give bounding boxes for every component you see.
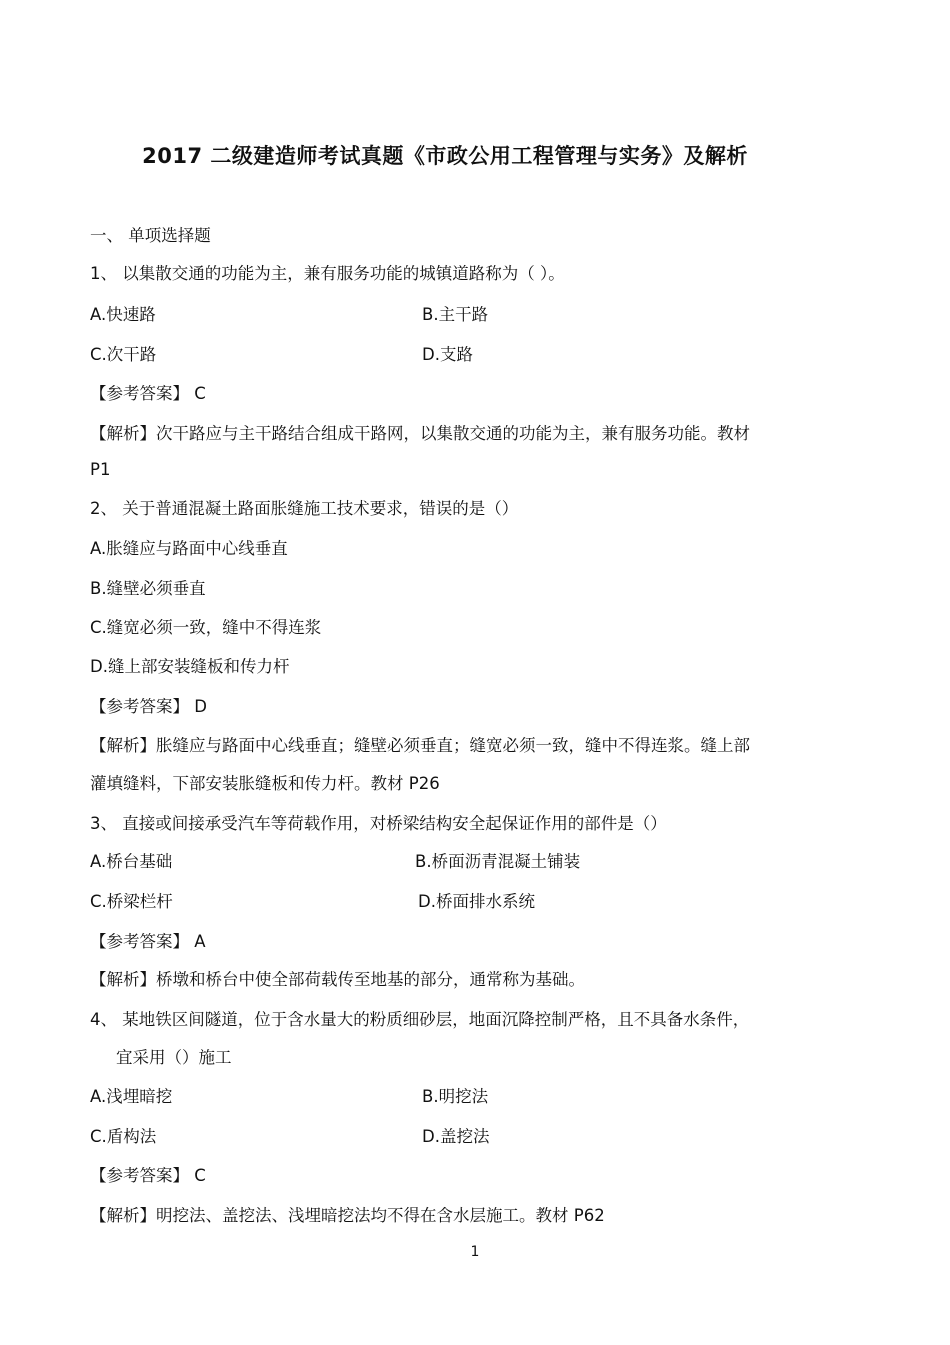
question-1-option-d: D.支路 <box>422 345 473 364</box>
question-2-option-b: B.缝壁必须垂直 <box>90 579 206 598</box>
question-2-option-c: C.缝宽必须一致，缝中不得连浆 <box>90 618 322 637</box>
question-1-answer: 【参考答案】 C <box>90 384 206 403</box>
question-3-option-c: C.桥梁栏杆 <box>90 892 173 911</box>
question-4-option-a: A.浅埋暗挖 <box>90 1087 173 1106</box>
question-1-stem: 1、 以集散交通的功能为主，兼有服务功能的城镇道路称为（ ）。 <box>90 264 565 283</box>
question-3-stem: 3、 直接或间接承受汽车等荷载作用，对桥梁结构安全起保证作用的部件是（） <box>90 814 667 833</box>
question-4-stem-cont: 宜采用（）施工 <box>116 1048 232 1067</box>
question-2-answer: 【参考答案】 D <box>90 697 207 716</box>
question-2-analysis: 【解析】胀缝应与路面中心线垂直；缝壁必须垂直；缝宽必须一致，缝中不得连浆。缝上部 <box>90 736 750 755</box>
question-2-stem: 2、 关于普通混凝土路面胀缝施工技术要求，错误的是（） <box>90 499 519 518</box>
question-3-option-d: D.桥面排水系统 <box>418 892 535 911</box>
page-number: 1 <box>470 1244 480 1260</box>
question-4-analysis: 【解析】明挖法、盖挖法、浅埋暗挖法均不得在含水层施工。教材 P62 <box>90 1206 605 1225</box>
question-4-option-b: B.明挖法 <box>422 1087 489 1106</box>
question-3-analysis: 【解析】桥墩和桥台中使全部荷载传至地基的部分，通常称为基础。 <box>90 970 585 989</box>
page-title: 2017 二级建造师考试真题《市政公用工程管理与实务》及解析 <box>142 144 748 168</box>
question-4-option-c: C.盾构法 <box>90 1127 157 1146</box>
question-1-analysis: 【解析】次干路应与主干路结合组成干路网，以集散交通的功能为主，兼有服务功能。教材 <box>90 424 750 443</box>
question-4-option-d: D.盖挖法 <box>422 1127 490 1146</box>
question-1-option-a: A.快速路 <box>90 305 156 324</box>
question-4-answer: 【参考答案】 C <box>90 1166 206 1185</box>
question-2-analysis-cont: 灌填缝料，下部安装胀缝板和传力杆。教材 P26 <box>90 774 440 793</box>
question-1-analysis-cont: P1 <box>90 460 111 479</box>
section-heading: 一、 单项选择题 <box>90 226 211 245</box>
question-1-option-b: B.主干路 <box>422 305 489 324</box>
question-4-stem: 4、 某地铁区间隧道，位于含水量大的粉质细砂层，地面沉降控制严格，且不具备水条件， <box>90 1010 750 1029</box>
question-3-answer: 【参考答案】 A <box>90 932 206 951</box>
question-2-option-a: A.胀缝应与路面中心线垂直 <box>90 539 288 558</box>
question-2-option-d: D.缝上部安装缝板和传力杆 <box>90 657 290 676</box>
question-1-option-c: C.次干路 <box>90 345 157 364</box>
question-3-option-b: B.桥面沥青混凝土铺装 <box>415 852 581 871</box>
question-3-option-a: A.桥台基础 <box>90 852 173 871</box>
